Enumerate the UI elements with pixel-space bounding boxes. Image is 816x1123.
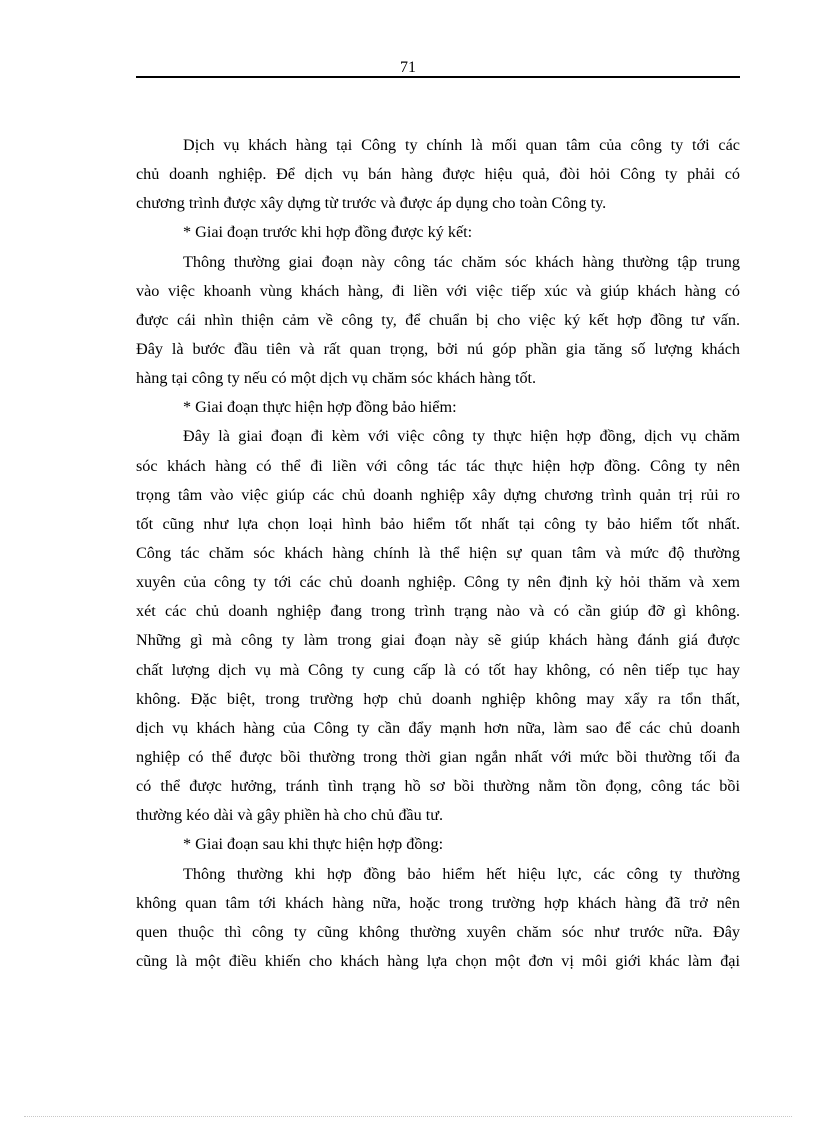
text-line: * Giai đoạn thực hiện hợp đồng bảo hiểm: [183, 398, 457, 417]
footer-divider [24, 1116, 792, 1117]
text-line: thường kéo dài và gây phiền hà cho chủ đầu tư. [136, 806, 444, 825]
text-line: cũng là một điều khiến cho khách hàng lựa chọn một đơn vị môi giới khác làm đại [136, 951, 740, 970]
text-line: dịch vụ khách hàng của Công ty cần đẩy mạnh hơn nữa, làm sao để các chủ doanh [136, 718, 740, 737]
text-line: Công tác chăm sóc khách hàng chính là thể hiện sự quan tâm và mức độ thường [136, 543, 740, 562]
text-line: * Giai đoạn trước khi hợp đồng được ký kết: [183, 223, 473, 242]
text-line: Những gì mà công ty làm trong giai đoạn này sẽ giúp khách hàng đánh giá được [136, 631, 740, 650]
text-line: tốt cũng như lựa chọn loại hình bảo hiểm tốt nhất tại công ty bảo hiểm tốt nhất. [136, 514, 740, 533]
text-line: vào việc khoanh vùng khách hàng, đi liền với việc tiếp xúc và giúp khách hàng có [136, 281, 740, 300]
page-number: 71 [400, 59, 416, 76]
text-line: Đây là giai đoạn đi kèm với việc công ty thực hiện hợp đồng, dịch vụ chăm [183, 427, 740, 446]
text-line: trọng tâm vào việc giúp các chủ doanh nghiệp xây dựng chương trình quản trị rủi ro [136, 485, 740, 504]
text-line: nghiệp có thể được bồi thường trong thời gian ngắn nhất với mức bồi thường tối đa [136, 747, 740, 766]
text-line: sóc khách hàng có thể đi liền với công tác tác thực hiện hợp đồng. Công ty nên [136, 456, 740, 475]
text-line: không. Đặc biệt, trong trường hợp chủ doanh nghiệp không may xẩy ra tổn thất, [136, 689, 740, 708]
text-line: Đây là bước đầu tiên và rất quan trọng, bởi nú góp phần gia tăng số lượng khách [136, 339, 740, 358]
text-line: Thông thường giai đoạn này công tác chăm sóc khách hàng thường tập trung [183, 252, 740, 271]
text-line: hàng tại công ty nếu có một dịch vụ chăm sóc khách hàng tốt. [136, 369, 537, 388]
text-line: được cái nhìn thiện cảm về công ty, để chuẩn bị cho việc ký kết hợp đồng tư vấn. [136, 310, 740, 329]
header-rule [136, 76, 740, 78]
text-line: xét các chủ doanh nghiệp đang trong trình trạng nào và có cần giúp đỡ gì không. [136, 602, 740, 621]
body-text [136, 131, 740, 976]
text-line: xuyên của công ty tới các chủ doanh nghiệp. Công ty nên định kỳ hỏi thăm và xem [136, 573, 740, 592]
text-line: quen thuộc thì công ty cũng không thường xuyên chăm sóc như trước nữa. Đây [136, 922, 740, 941]
text-line: Thông thường khi hợp đồng bảo hiểm hết hiệu lực, các công ty thường [183, 864, 740, 883]
text-line: không quan tâm tới khách hàng nữa, hoặc trong trường hợp khách hàng đã trở nên [136, 893, 740, 912]
text-line: chất lượng dịch vụ mà Công ty cung cấp là có tốt hay không, có nên tiếp tục hay [136, 660, 740, 679]
text-line: chủ doanh nghiệp. Để dịch vụ bán hàng được hiệu quả, đòi hỏi Công ty phải có [136, 165, 740, 184]
text-line: * Giai đoạn sau khi thực hiện hợp đồng: [183, 835, 444, 854]
text-line: chương trình được xây dựng từ trước và được áp dụng cho toàn Công ty. [136, 194, 607, 213]
text-line: Dịch vụ khách hàng tại Công ty chính là mối quan tâm của công ty tới các [183, 136, 740, 154]
text-line: có thể được hưởng, tránh tình trạng hồ sơ bồi thường nằm tồn đọng, công tác bồi [136, 777, 740, 796]
